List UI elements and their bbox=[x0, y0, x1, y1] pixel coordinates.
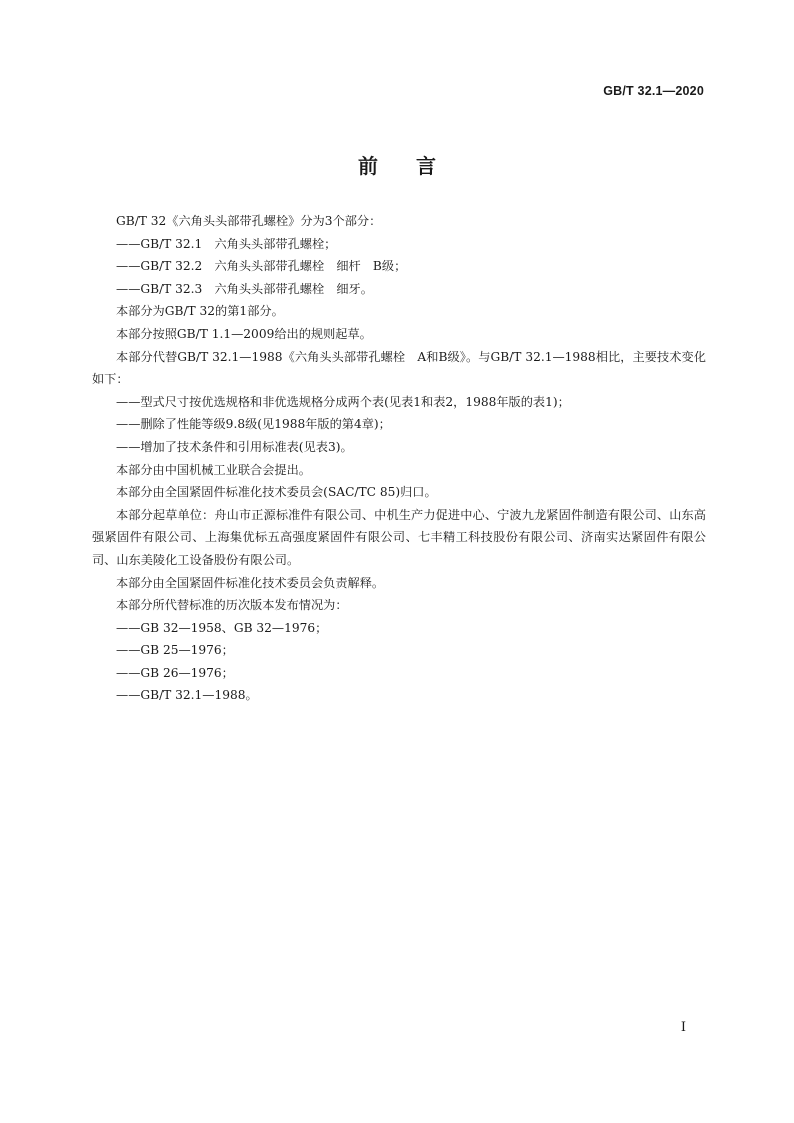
change-item-2: ——删除了性能等级9.8级(见1988年版的第4章)； bbox=[116, 417, 391, 432]
history-item-2: ——GB 25—1976； bbox=[116, 643, 234, 658]
history-item-3: ——GB 26—1976； bbox=[116, 665, 234, 680]
drafting-units-paragraph: 本部分起草单位：舟山市正源标准件有限公司、中机生产力促进中心、宁波九龙紧固件制造有限公司、山东高强紧固件有限公司、上海集优标五高强度紧固件有限公司、七丰精工科技股份有限公司、济南实达紧固件有限公司、山东美陵化工设备股份有限公司。 bbox=[92, 507, 706, 567]
drafting-rules-paragraph: 本部分按照GB/T 1.1—2009给出的规则起草。 bbox=[116, 326, 372, 341]
this-part-paragraph: 本部分为GB/T 32的第1部分。 bbox=[116, 304, 284, 319]
part-item-1: ——GB/T 32.1 六角头头部带孔螺栓； bbox=[116, 236, 337, 251]
interpretation-paragraph: 本部分由全国紧固件标准化技术委员会负责解释。 bbox=[116, 575, 385, 590]
page-title: 前言 bbox=[358, 154, 474, 178]
part-item-2: ——GB/T 32.2 六角头头部带孔螺栓 细杆 B级； bbox=[116, 259, 407, 274]
standard-code: GB/T 32.1—2020 bbox=[603, 84, 704, 98]
foreword-body bbox=[92, 210, 706, 707]
page-number: I bbox=[680, 1020, 686, 1035]
proposed-by-paragraph: 本部分由中国机械工业联合会提出。 bbox=[116, 462, 311, 477]
jurisdiction-paragraph: 本部分由全国紧固件标准化技术委员会(SAC/TC 85)归口。 bbox=[116, 485, 437, 500]
replaces-paragraph: 本部分代替GB/T 32.1—1988《六角头头部带孔螺栓 A和B级》。与GB/T 32.1—1988相比，主要技术变化如下： bbox=[92, 349, 706, 387]
intro-paragraph: GB/T 32《六角头头部带孔螺栓》分为3个部分： bbox=[116, 214, 382, 228]
change-item-1: ——型式尺寸按优选规格和非优选规格分成两个表(见表1和表2，1988年版的表1)； bbox=[116, 394, 570, 409]
change-item-3: ——增加了技术条件和引用标准表(见表3)。 bbox=[116, 439, 353, 454]
history-item-1: ——GB 32—1958、GB 32—1976； bbox=[116, 620, 328, 635]
history-intro-paragraph: 本部分所代替标准的历次版本发布情况为： bbox=[116, 598, 348, 613]
history-item-4: ——GB/T 32.1—1988。 bbox=[116, 688, 258, 703]
part-item-3: ——GB/T 32.3 六角头头部带孔螺栓 细牙。 bbox=[116, 281, 373, 296]
